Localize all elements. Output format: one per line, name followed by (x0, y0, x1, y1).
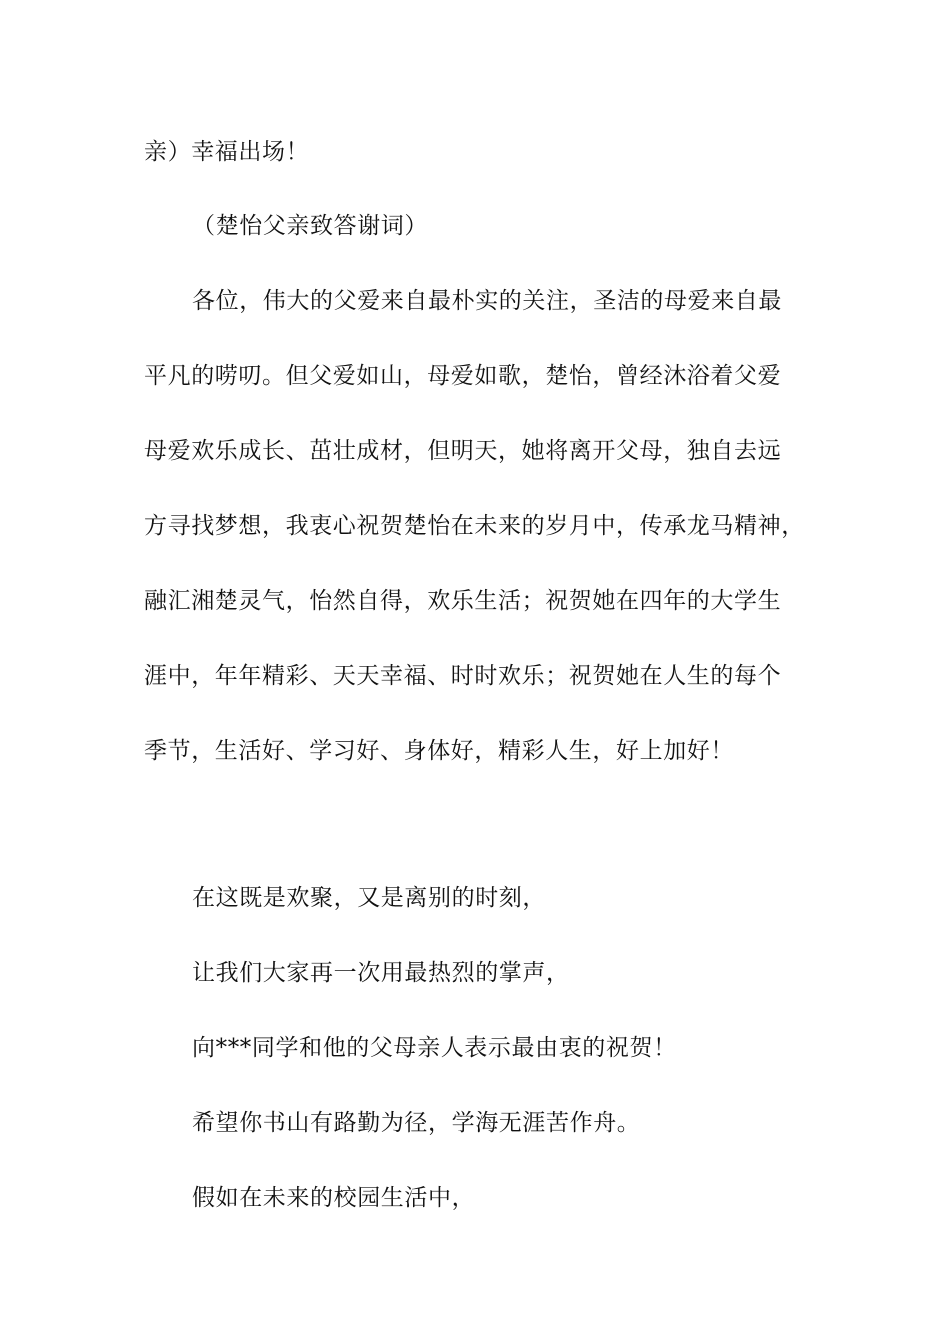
text-line: （楚怡父亲致答谢词） (192, 213, 428, 239)
text-line: 融汇湘楚灵气，怡然自得，欢乐生活；祝贺她在四年的大学生 (144, 588, 782, 614)
text-line: 平凡的唠叨。但父爱如山，母爱如歌，楚怡，曾经沐浴着父爱 (144, 363, 782, 389)
text-line: 在这既是欢聚，又是离别的时刻， (192, 885, 546, 911)
text-line: 向***同学和他的父母亲人表示最由衷的祝贺！ (192, 1035, 677, 1061)
text-line: 各位，伟大的父爱来自最朴实的关注，圣洁的母爱来自最 (192, 288, 782, 314)
text-line: 方寻找梦想，我衷心祝贺楚怡在未来的岁月中，传承龙马精神， (144, 513, 805, 539)
text-line: 让我们大家再一次用最热烈的掌声， (192, 960, 570, 986)
text-line: 假如在未来的校园生活中， (192, 1185, 476, 1211)
text-line: 母爱欢乐成长、茁壮成材，但明天，她将离开父母，独自去远 (144, 438, 782, 464)
text-line: 希望你书山有路勤为径，学海无涯苦作舟。 (192, 1110, 641, 1136)
text-line: 涯中，年年精彩、天天幸福、时时欢乐；祝贺她在人生的每个 (144, 663, 782, 689)
text-line: 亲）幸福出场！ (144, 139, 310, 165)
text-line: 季节，生活好、学习好、身体好，精彩人生，好上加好！ (144, 738, 734, 764)
